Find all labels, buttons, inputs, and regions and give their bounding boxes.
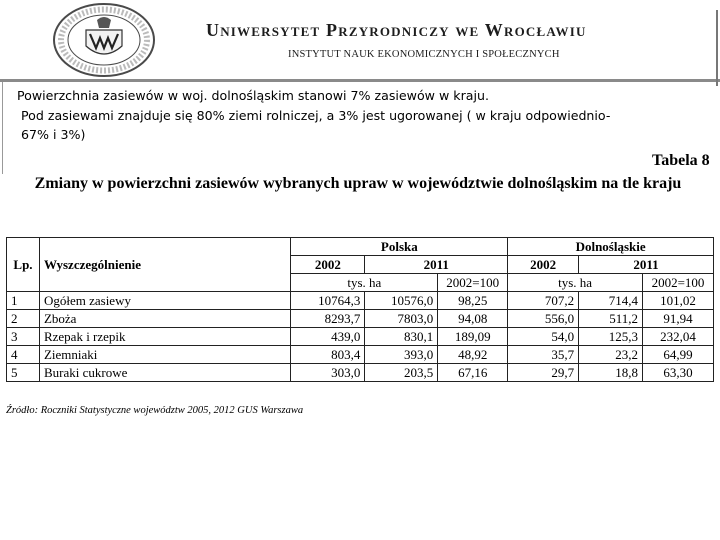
col-ds-2011: 2011 — [579, 256, 714, 274]
col-ds-index: 2002=100 — [642, 274, 713, 292]
cell-lp: 4 — [7, 346, 40, 364]
cell-pl2002: 303,0 — [291, 364, 365, 382]
cell-ds2002: 556,0 — [508, 310, 579, 328]
table-row — [7, 310, 714, 328]
cell-plidx: 48,92 — [438, 346, 508, 364]
cell-name: Zboża — [39, 310, 290, 328]
cell-pl2002: 439,0 — [291, 328, 365, 346]
right-border — [716, 10, 718, 86]
table-row — [7, 364, 714, 382]
col-lp: Lp. — [7, 238, 40, 292]
cell-pl2011: 830,1 — [365, 328, 438, 346]
col-ds-unit: tys. ha — [508, 274, 643, 292]
intro-text — [17, 86, 637, 145]
cell-pl2011: 203,5 — [365, 364, 438, 382]
cell-name: Ziemniaki — [39, 346, 290, 364]
cell-pl2002: 803,4 — [291, 346, 365, 364]
cell-dsidx: 64,99 — [642, 346, 713, 364]
col-pl-2011: 2011 — [365, 256, 508, 274]
cell-pl2011: 393,0 — [365, 346, 438, 364]
cell-plidx: 67,16 — [438, 364, 508, 382]
cell-plidx: 189,09 — [438, 328, 508, 346]
table-row — [7, 346, 714, 364]
cell-plidx: 98,25 — [438, 292, 508, 310]
header-row-1 — [7, 238, 714, 256]
cell-ds2002: 29,7 — [508, 364, 579, 382]
col-item: Wyszczególnienie — [39, 238, 290, 292]
university-name: Uniwersytet Przyrodniczy we Wrocławiu — [206, 20, 587, 40]
cell-ds2011: 511,2 — [579, 310, 643, 328]
table-row — [7, 328, 714, 346]
cell-pl2011: 7803,0 — [365, 310, 438, 328]
cell-ds2002: 54,0 — [508, 328, 579, 346]
cell-lp: 5 — [7, 364, 40, 382]
crops-table — [6, 237, 714, 382]
institute-name: INSTYTUT NAUK EKONOMICZNYCH I SPOŁECZNYCH — [288, 49, 560, 60]
cell-ds2011: 23,2 — [579, 346, 643, 364]
col-polska: Polska — [291, 238, 508, 256]
cell-ds2011: 714,4 — [579, 292, 643, 310]
table-number: Tabela 8 — [652, 152, 710, 169]
table-title: Zmiany w powierzchni zasiewów wybranych upraw w województwie dolnośląskim na tle kraju — [34, 175, 682, 192]
cell-name: Ogółem zasiewy — [39, 292, 290, 310]
left-border — [2, 82, 3, 174]
col-pl-unit: tys. ha — [291, 274, 438, 292]
university-seal-logo — [52, 2, 156, 78]
table-row — [7, 292, 714, 310]
header-divider — [0, 79, 720, 82]
cell-pl2011: 10576,0 — [365, 292, 438, 310]
cell-lp: 2 — [7, 310, 40, 328]
cell-ds2002: 707,2 — [508, 292, 579, 310]
cell-dsidx: 232,04 — [642, 328, 713, 346]
cell-pl2002: 10764,3 — [291, 292, 365, 310]
intro-line-1: Powierzchnia zasiewów w woj. dolnośląskim stanowi 7% zasiewów w kraju. — [17, 88, 489, 103]
table-source: Źródło: Roczniki Statystyczne województw 2005, 2012 GUS Warszawa — [6, 405, 304, 416]
col-ds-2002: 2002 — [508, 256, 579, 274]
cell-lp: 3 — [7, 328, 40, 346]
cell-dsidx: 63,30 — [642, 364, 713, 382]
cell-name: Buraki cukrowe — [39, 364, 290, 382]
cell-dsidx: 91,94 — [642, 310, 713, 328]
cell-ds2011: 125,3 — [579, 328, 643, 346]
cell-plidx: 94,08 — [438, 310, 508, 328]
col-dolnoslaskie: Dolnośląskie — [508, 238, 714, 256]
cell-dsidx: 101,02 — [642, 292, 713, 310]
col-pl-index: 2002=100 — [438, 274, 508, 292]
cell-pl2002: 8293,7 — [291, 310, 365, 328]
col-pl-2002: 2002 — [291, 256, 365, 274]
cell-lp: 1 — [7, 292, 40, 310]
cell-name: Rzepak i rzepik — [39, 328, 290, 346]
cell-ds2011: 18,8 — [579, 364, 643, 382]
page-header — [0, 0, 720, 82]
cell-ds2002: 35,7 — [508, 346, 579, 364]
intro-line-2: Pod zasiewami znajduje się 80% ziemi rolniczej, a 3% jest ugorowanej ( w kraju odpowiednio- 67% i 3%) — [21, 107, 611, 142]
